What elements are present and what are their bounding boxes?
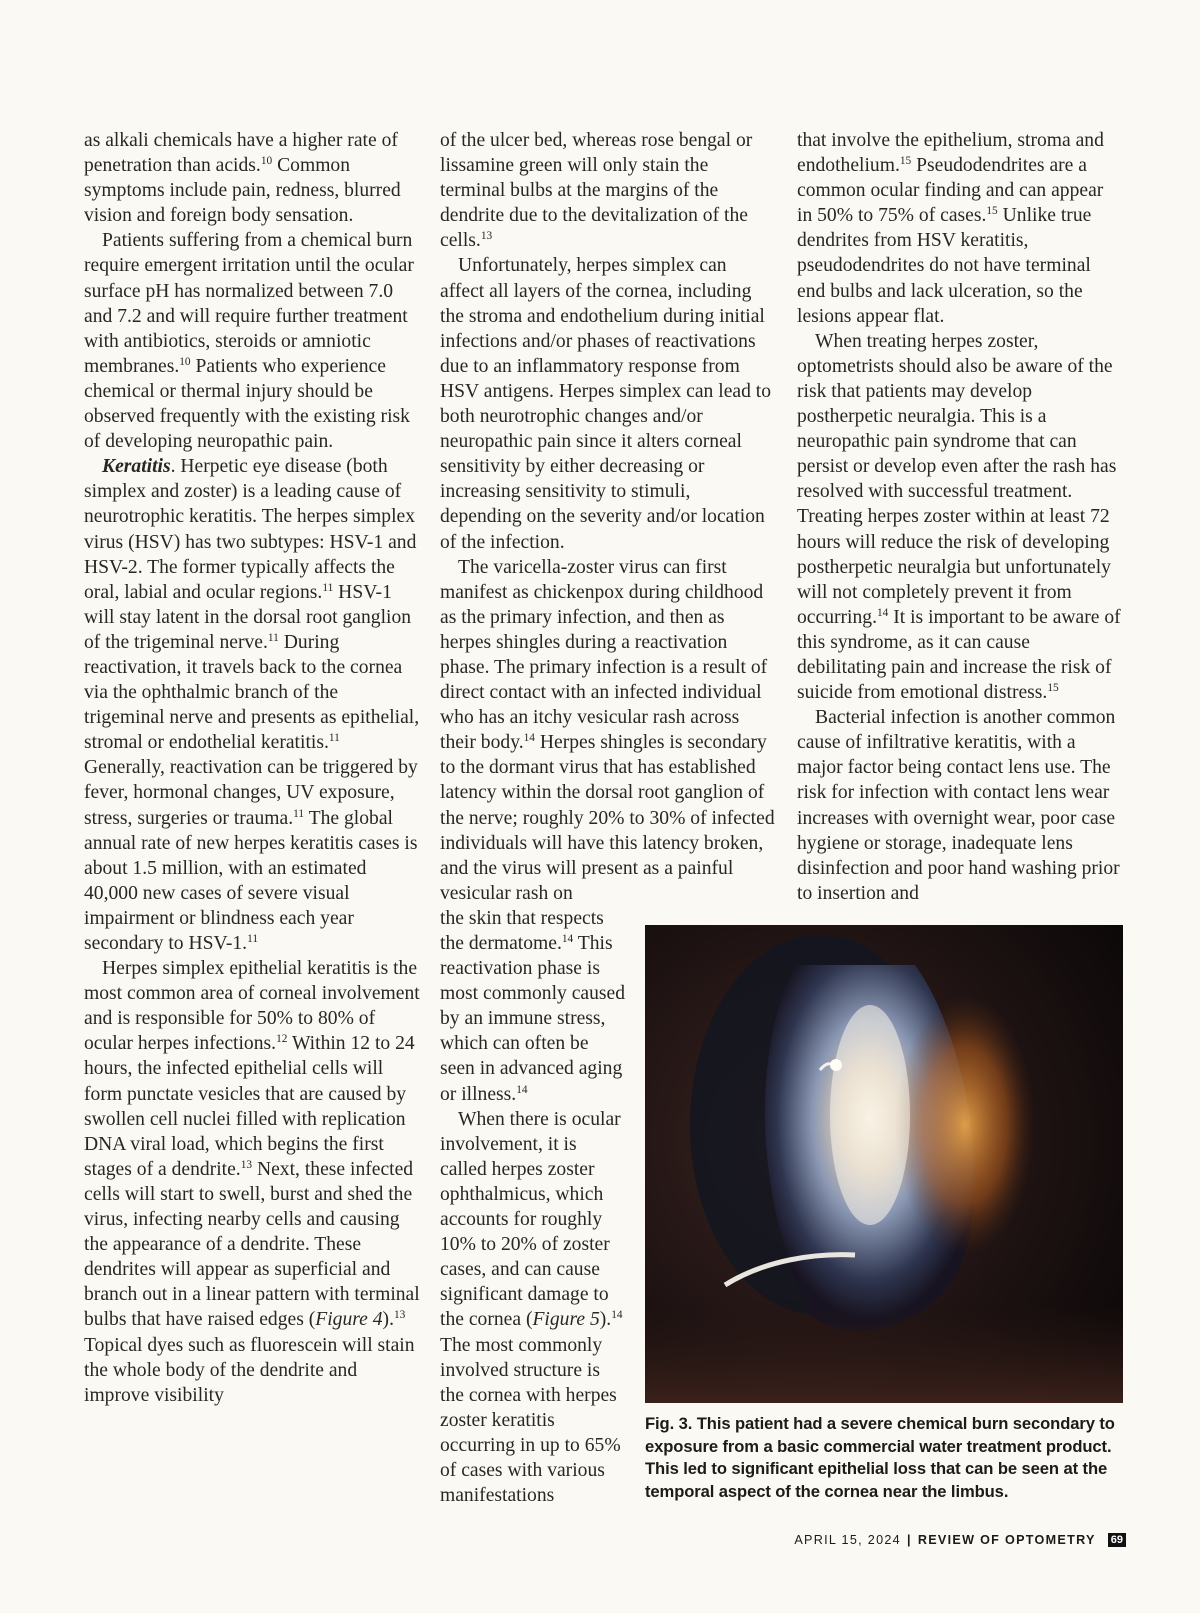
publication-name: REVIEW OF OPTOMETRY xyxy=(917,1533,1096,1547)
paragraph xyxy=(440,555,775,906)
paragraph xyxy=(84,956,420,1408)
figure-wrap-text xyxy=(440,906,626,1508)
text: Unlike true dendrites from HSV keratitis, pseudodendrites do not have terminal end bulbs and lack ulceration, so the lesions appear flat. xyxy=(797,205,1092,327)
text: During reactivation, it travels back to the cornea via the ophthalmic branch of the trigeminal nerve and presents as epithelial, stromal or endothelial keratitis. xyxy=(84,631,420,754)
paragraph xyxy=(84,454,420,956)
text: ). xyxy=(382,1309,394,1331)
citation: 10 xyxy=(179,355,191,368)
text: ). xyxy=(599,1309,612,1331)
citation: 10 xyxy=(260,155,273,168)
text: The global annual rate of new herpes keratitis cases is about 1.5 million, with an estimated 40,000 new cases of severe visual impairment or blindness each year secondary to HSV-1. xyxy=(84,807,418,954)
figure-caption: Fig. 3. This patient had a severe chemical burn secondary to exposure from a basic commercial water treatment product. This led to significant epithelial loss that can be seen at the temporal aspect of the cornea near the limbus. xyxy=(645,1414,1115,1501)
text: This reactivation phase is most commonly caused by an immune stress, which can often be seen in advanced aging or illness. xyxy=(440,933,626,1105)
section-lead: Keratitis xyxy=(102,456,171,478)
text: The most commonly involved structure is the cornea with herpes zoster keratitis occurring in up to 65% of cases with various manifestations xyxy=(440,1334,621,1507)
text: of the ulcer bed, whereas rose bengal or lissamine green will only stain the terminal bulbs at the margins of the dendrite due to the devitalization of the cells. xyxy=(440,130,753,252)
page-footer xyxy=(794,1533,1126,1547)
paragraph xyxy=(84,228,420,454)
text: the skin that respects the dermatome. xyxy=(440,907,604,954)
citation: 11 xyxy=(293,807,305,820)
text: When treating herpes zoster, optometrists should also be aware of the risk that patients may develop postherpetic neuralgia. This is a neuropathic pain syndrome that can persist or develop even after the rash has resolved with successful treatment. Treating herpes zoster within at least 72 hours will reduce the risk of developing postherpetic neuralgia but unfortunately will not completely prevent it from occurring. xyxy=(797,330,1117,628)
text: Herpes shingles is secondary to the dormant virus that has established latency within the dorsal root ganglion of the nerve; roughly 20% to 30% of infected individuals will have this latency broken, and the virus will present as a painful vesicular rash on xyxy=(440,732,775,904)
text: Generally, reactivation can be triggered by fever, hormonal changes, UV exposure, stress, surgeries or trauma. xyxy=(84,757,418,829)
citation: 12 xyxy=(276,1033,288,1046)
text: Bacterial infection is another common cause of infiltrative keratitis, with a major factor being contact lens use. The risk for infection with contact lens wear increases with overnight wear, poor case hygiene or storage, inadequate lens disinfection and poor hand washing prior to insertion and xyxy=(797,707,1120,904)
paragraph xyxy=(797,128,1122,329)
issue-date: APRIL 15, 2024 xyxy=(794,1533,901,1547)
paragraph xyxy=(797,705,1122,906)
citation: 14 xyxy=(876,606,889,619)
text: as alkali chemicals have a higher rate of penetration than acids. xyxy=(84,130,398,177)
paragraph xyxy=(440,1107,626,1509)
citation: 14 xyxy=(611,1309,623,1322)
citation: 15 xyxy=(1047,682,1059,695)
text: It is important to be aware of this syndrome, as it can cause debilitating pain and increase the risk of suicide from emotional distress. xyxy=(797,606,1121,704)
eye-photo xyxy=(645,925,1123,1403)
paragraph-continued xyxy=(440,906,626,1107)
text: Pseudodendrites are a common ocular finding and can appear in 50% to 75% of cases. xyxy=(797,155,1104,227)
citation: 15 xyxy=(986,205,998,218)
text: Topical dyes such as fluorescein will stain the whole body of the dendrite and improve visibility xyxy=(84,1334,415,1406)
citation: 13 xyxy=(393,1309,406,1322)
text: Within 12 to 24 hours, the infected epithelial cells will form punctate vesicles that are caused by swollen cell nuclei filled with replication DNA viral load, which begins the first stages of a dendrite. xyxy=(84,1033,415,1180)
text: Herpes simplex epithelial keratitis is the most common area of corneal involvement and is responsible for 50% to 80% of ocular herpes infections. xyxy=(84,958,420,1055)
text: When there is ocular involvement, it is called herpes zoster ophthalmicus, which accounts for roughly 10% to 20% of zoster cases, and can cause significant damage to the cornea ( xyxy=(440,1108,621,1331)
footer-separator: | xyxy=(906,1533,912,1547)
citation: 14 xyxy=(523,732,535,745)
figure-reference: Figure 4 xyxy=(315,1309,383,1331)
text: Unfortunately, herpes simplex can affect all layers of the cornea, including the stroma and endothelium during initial infections and/or phases of reactivations due to an inflammatory response from HSV antigens. Herpes simplex can lead to both neurotrophic changes and/or neuropathic pain since it alters corneal sensitivity by either decreasing or increasing sensitivity to stimuli, depending on the severity and/or location of the infection. xyxy=(440,255,772,553)
text: Common symptoms include pain, redness, blurred vision and foreign body sensation. xyxy=(84,155,401,227)
paragraph xyxy=(440,253,775,554)
text: that involve the epithelium, stroma and endothelium. xyxy=(797,130,1104,177)
paragraph xyxy=(84,128,420,228)
citation: 13 xyxy=(480,230,493,243)
paragraph xyxy=(797,329,1122,705)
page-number: 69 xyxy=(1108,1533,1126,1547)
text: The varicella-zoster virus can first manifest as chickenpox during childhood as the primary infection, and then as herpes shingles during a reactivation phase. The primary infection is a result of direct contact with an infected individual who has an itchy vesicular rash across their body. xyxy=(440,556,768,754)
text: Patients suffering from a chemical burn require emergent irritation until the ocular surface pH has normalized between 7.0 and 7.2 and will require further treatment with antibiotics, steroids or amniotic membranes. xyxy=(84,230,414,377)
text-column-3 xyxy=(797,128,1122,906)
text: . Herpetic eye disease (both simplex and zoster) is a leading cause of neurotrophic keratitis. The herpes simplex virus (HSV) has two subtypes: HSV-1 and HSV-2. The former typically affects the oral, labial and ocular regions. xyxy=(84,456,417,603)
citation: 13 xyxy=(240,1158,253,1171)
citation: 11 xyxy=(247,932,259,945)
paragraph xyxy=(440,128,775,253)
text: Patients who experience chemical or thermal injury should be observed frequently with the existing risk of developing neuropathic pain. xyxy=(84,355,410,453)
text: Next, these infected cells will start to swell, burst and shed the virus, infecting nearby cells and causing the appearance of a dendrite. These dendrites will appear as superficial and branch out in a linear pattern with terminal bulbs that have raised edges ( xyxy=(84,1158,420,1331)
citation: 11 xyxy=(267,631,279,644)
text: HSV-1 will stay latent in the dorsal root ganglion of the trigeminal nerve. xyxy=(84,581,412,653)
citation: 11 xyxy=(322,581,334,594)
figure-reference: Figure 5 xyxy=(532,1309,600,1331)
citation: 14 xyxy=(516,1083,528,1096)
citation: 11 xyxy=(328,732,340,745)
citation: 15 xyxy=(899,155,912,168)
citation: 14 xyxy=(561,932,574,945)
text-column-1 xyxy=(84,128,420,1408)
